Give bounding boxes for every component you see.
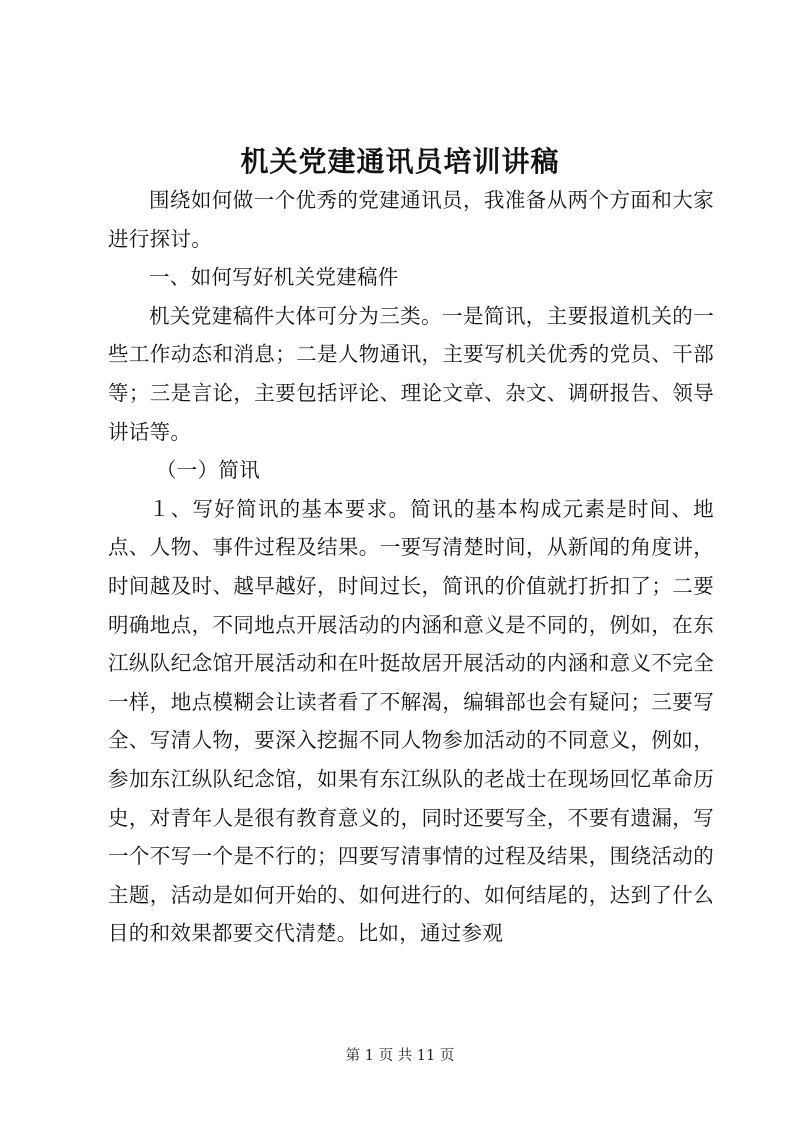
intro-paragraph: 围绕如何做一个优秀的党建通讯员，我准备从两个方面和大家进行探讨。: [108, 188, 714, 251]
categories-paragraph: 机关党建稿件大体可分为三类。一是简讯，主要报道机关的一些工作动态和消息；二是人物通讯，主要写机关优秀的党员、干部等；三是言论，主要包括评论、理论文章、杂文、调研报告、领导讲话等。: [108, 303, 714, 444]
section-heading-1: 一、如何写好机关党建稿件: [149, 265, 399, 290]
document-title: 机关党建通讯员培训讲稿: [240, 145, 560, 178]
requirements-paragraph: １、写好简讯的基本要求。简讯的基本构成元素是时间、地点、人物、事件过程及结果。一要写清楚时间，从新闻的角度讲，时间越及时、越早越好，时间过长，简讯的价值就打折扣了；二要明确地点，不同地点开展活动的内涵和意义是不同的，例如，在东江纵队纪念馆开展活动和在叶挺故居开展活动的内涵和意义不完全一样，地点模糊会让读者看了不解渴，编辑部也会有疑问；三要写全、写清人物，要深入挖掘不同人物参加活动的不同意义，例如，参加东江纵队纪念馆，如果有东江纵队的老战士在现场回忆革命历史，对青年人是很有教育意义的，同时还要写全，不要有遗漏，写一个不写一个是不行的；四要写清事情的过程及结果，围绕活动的主题，活动是如何开始的、如何进行的、如何结尾的，达到了什么目的和效果都要交代清楚。比如，通过参观: [108, 496, 714, 946]
page-footer: 第 1 页 共 11 页: [345, 1048, 455, 1064]
subsection-heading-brief-news: （一）简讯: [156, 458, 260, 483]
document-body: [108, 181, 714, 953]
